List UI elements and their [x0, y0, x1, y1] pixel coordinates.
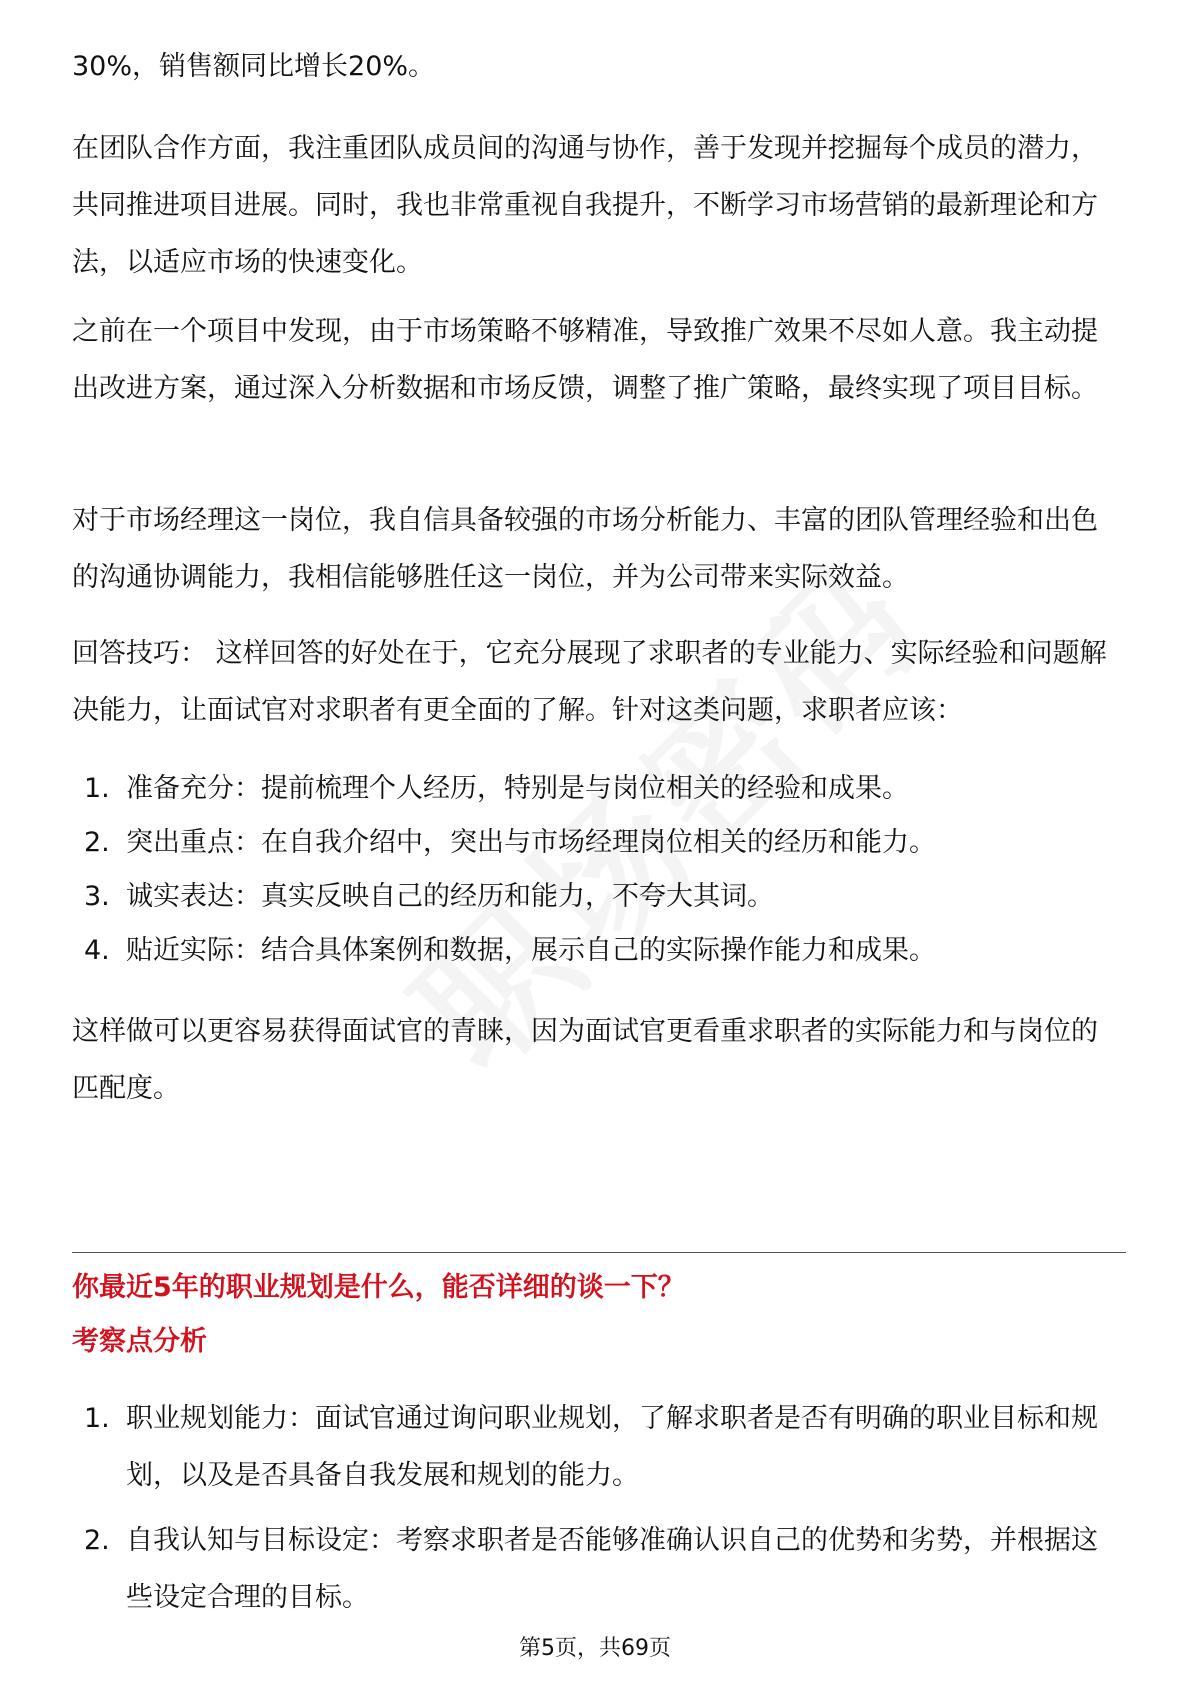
list-item: [72, 760, 1122, 817]
paragraph-teamwork: 在团队合作方面，我注重团队成员间的沟通与协作，善于发现并挖掘每个成员的潜力，共同推进项目进展。同时，我也非常重视自我提升，不断学习市场营销的最新理论和方法，以适应市场的快速变化。: [72, 133, 1098, 278]
list-number: 2.: [84, 827, 110, 858]
list-number: 4.: [84, 935, 110, 966]
question-title: 你最近5年的职业规划是什么，能否详细的谈一下？: [72, 1272, 685, 1303]
section-divider: [72, 1252, 1126, 1253]
list-text: 职业规划能力：面试官通过询问职业规划，了解求职者是否有明确的职业目标和规划，以及是否具备自我发展和规划的能力。: [126, 1403, 1098, 1491]
list-text: 突出重点：在自我介绍中，突出与市场经理岗位相关的经历和能力。: [126, 827, 936, 858]
list-item: [72, 868, 1122, 925]
list-text: 诚实表达：真实反映自己的经历和能力，不夸大其词。: [126, 881, 774, 912]
list-text: 自我认知与目标设定：考察求职者是否能够准确认识自己的优势和劣势，并根据这些设定合理的目标。: [126, 1525, 1098, 1613]
list-item: [72, 1512, 1122, 1626]
page-footer: 第5页，共69页: [519, 1636, 671, 1661]
analysis-heading: 考察点分析: [72, 1326, 207, 1357]
list-number: 1.: [84, 1403, 110, 1434]
list-number: 1.: [84, 773, 110, 804]
list-number: 3.: [84, 881, 110, 912]
paragraph-closing: 这样做可以更容易获得面试官的青睐，因为面试官更看重求职者的实际能力和与岗位的匹配度。: [72, 1016, 1098, 1104]
paragraph-answer-tips: 回答技巧： 这样回答的好处在于，它充分展现了求职者的专业能力、实际经验和问题解决能力，让面试官对求职者有更全面的了解。针对这类问题，求职者应该：: [72, 638, 1107, 726]
list-text: 准备充分：提前梳理个人经历，特别是与岗位相关的经验和成果。: [126, 773, 909, 804]
paragraph-continuation: 30%，销售额同比增长20%。: [72, 51, 436, 82]
paragraph-position-fit: 对于市场经理这一岗位，我自信具备较强的市场分析能力、丰富的团队管理经验和出色的沟通协调能力，我相信能够胜任这一岗位，并为公司带来实际效益。: [72, 505, 1098, 593]
list-item: [72, 814, 1122, 871]
list-text: 贴近实际：结合具体案例和数据，展示自己的实际操作能力和成果。: [126, 935, 936, 966]
list-item: [72, 922, 1122, 979]
list-item: [72, 1390, 1122, 1504]
paragraph-project-example: 之前在一个项目中发现，由于市场策略不够精准，导致推广效果不尽如人意。我主动提出改进方案，通过深入分析数据和市场反馈，调整了推广策略，最终实现了项目目标。: [72, 316, 1098, 404]
list-number: 2.: [84, 1525, 110, 1556]
